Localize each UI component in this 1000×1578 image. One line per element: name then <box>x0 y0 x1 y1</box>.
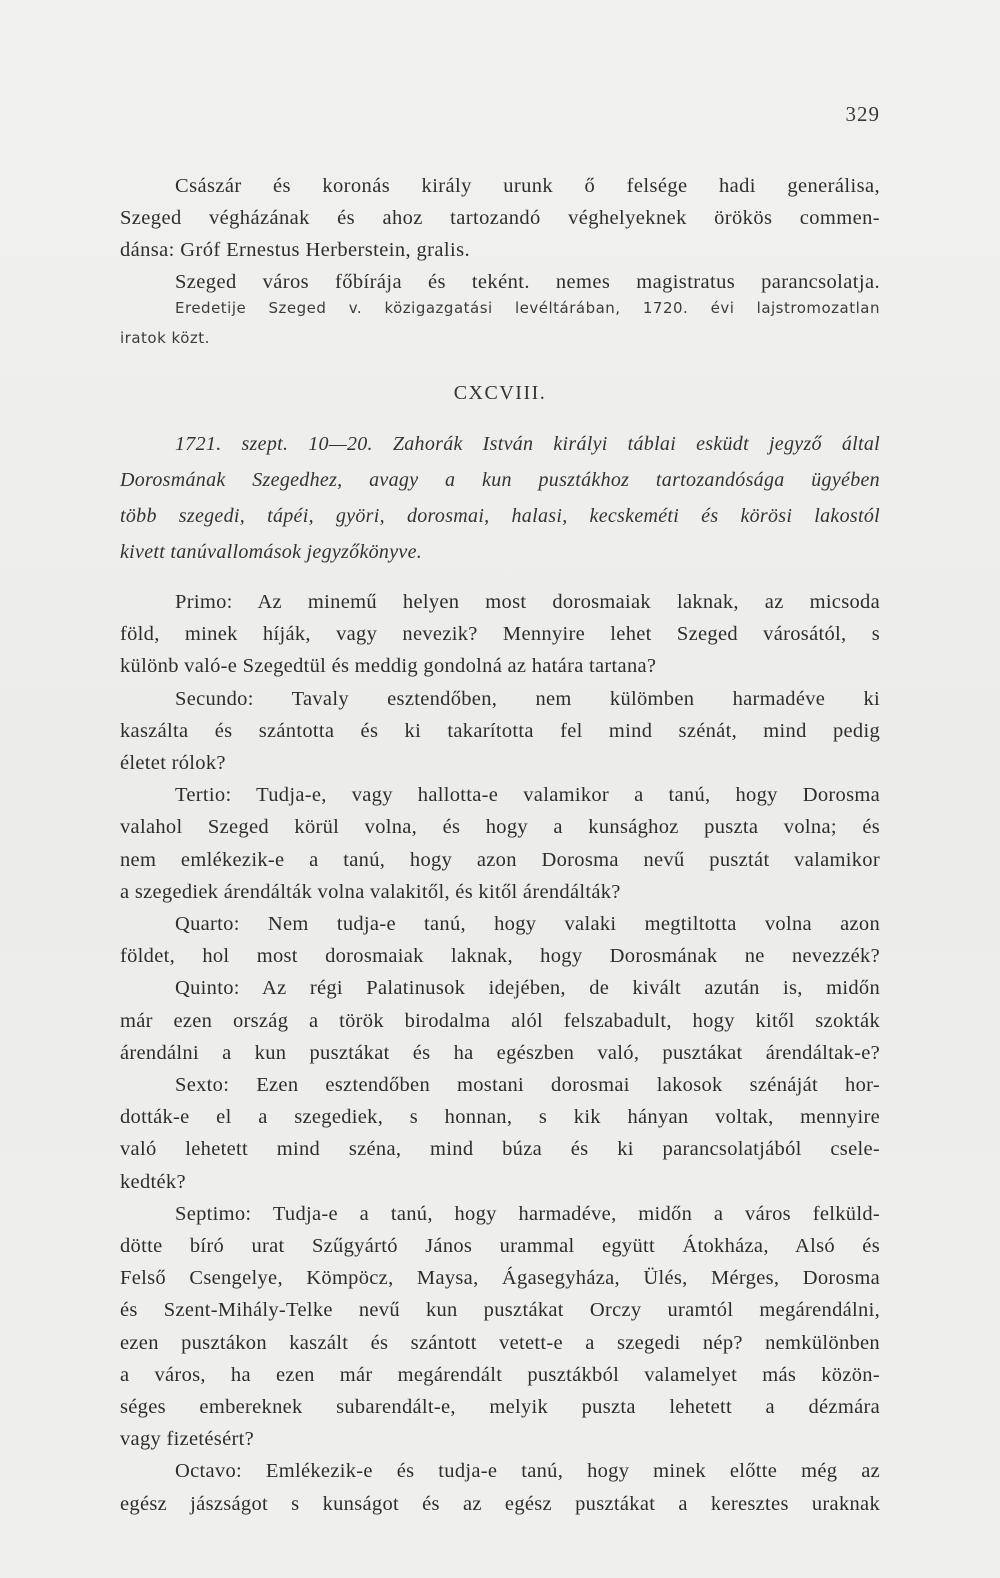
question-line: a szegediek árendálták volna valakitől, és kitől árendálták? <box>120 880 621 903</box>
intro-line: Szeged végházának és ahoz tartozandó véghelyeknek örökös commen- <box>120 207 880 229</box>
question-line: dötte bíró urat Szűgyártó János urammal együtt Átokháza, Alsó és <box>120 1235 880 1258</box>
question-line: dották-e el a szegediek, s honnan, s kik hányan voltak, mennyire <box>120 1106 880 1129</box>
question-line: nem emlékezik-e a tanú, hogy azon Dorosma nevű pusztát valamikor <box>120 848 880 871</box>
question-line: földet, hol most dorosmaiak laknak, hogy Dorosmának ne nevezzék? <box>120 945 880 968</box>
document-summary <box>120 426 880 570</box>
question-line: Septimo: Tudja-e a tanú, hogy harmadéve, midőn a város felküld- <box>175 1202 880 1225</box>
document-number: CXCVIII. <box>453 382 547 404</box>
question-line: kaszálta és szántotta és ki takarította fel mind szénát, mind pedig <box>120 719 880 742</box>
question-line: Secundo: Tavaly esztendőben, nem külömben harmadéve ki <box>175 687 880 710</box>
question-line: Primo: Az minemű helyen most dorosmaiak laknak, az micsoda <box>175 591 880 613</box>
source-note <box>120 293 880 353</box>
question-line: valahol Szeged körül volna, és hogy a kunsághoz puszta volna; és <box>120 816 880 839</box>
intro-line: dánsa: Gróf Ernestus Herberstein, gralis. <box>120 239 470 261</box>
question-line: vagy fizetésért? <box>120 1428 254 1451</box>
question-line: életet rólok? <box>120 752 226 775</box>
question-line: már ezen ország a török birodalma alól felszabadult, hogy kitől szokták <box>120 1009 880 1032</box>
question-line: föld, minek híják, vagy nevezik? Mennyire lehet Szeged városától, s <box>120 623 880 646</box>
question-line: Octavo: Emlékezik-e és tudja-e tanú, hogy minek előtte még az <box>175 1460 880 1483</box>
question-line: Quinto: Az régi Palatinusok idejében, de kivált azután is, midőn <box>175 977 880 1000</box>
question-line: Sexto: Ezen esztendőben mostani dorosmai lakosok szénáját hor- <box>175 1074 880 1097</box>
question-secundo <box>120 683 880 780</box>
question-octavo <box>120 1455 880 1519</box>
question-line: séges embereknek subarendált-e, melyik puszta lehetett a dézmára <box>120 1396 880 1419</box>
question-septimo <box>120 1198 880 1456</box>
summary-line: 1721. szept. 10—20. Zahorák István királyi táblai esküdt jegyző által <box>175 433 880 455</box>
question-line: különb való-e Szegedtül és meddig gondolná az határa tartana? <box>120 655 657 678</box>
question-line: való lehetett mind széna, mind búza és ki parancsolatjából csele- <box>120 1138 880 1161</box>
question-list <box>120 586 880 1520</box>
intro-paragraph <box>120 170 880 298</box>
question-line: árendálni a kun pusztákat és ha egészben való, pusztákat árendáltak-e? <box>120 1041 880 1064</box>
question-quarto <box>120 908 880 972</box>
intro-line: Szeged város főbírája és teként. nemes magistratus parancsolatja. <box>175 271 880 293</box>
source-note-line: Eredetije Szeged v. közigazgatási levéltárában, 1720. évi lajstromozatlan <box>175 299 880 317</box>
source-note-line: iratok közt. <box>120 329 210 347</box>
summary-line: kivett tanúvallomások jegyzőkönyve. <box>120 541 423 563</box>
question-line: egész jászságot s kunságot és az egész pusztákat a keresztes uraknak <box>120 1492 880 1515</box>
summary-line: Dorosmának Szegedhez, avagy a kun pusztákhoz tartozandósága ügyében <box>120 469 880 491</box>
question-line: ezen pusztákon kaszált és szántott vetett-e a szegedi nép? nemkülönben <box>120 1331 880 1354</box>
question-sexto <box>120 1069 880 1198</box>
question-line: Tertio: Tudja-e, vagy hallotta-e valamikor a tanú, hogy Dorosma <box>175 784 880 807</box>
question-primo <box>120 586 880 683</box>
summary-line: több szegedi, tápéi, györi, dorosmai, halasi, kecskeméti és körösi lakostól <box>120 505 880 527</box>
page-number: 329 <box>845 102 880 126</box>
question-line: és Szent-Mihály-Telke nevű kun pusztákat Orczy uramtól megárendálni, <box>120 1299 880 1322</box>
question-line: kedték? <box>120 1170 186 1193</box>
question-quinto <box>120 972 880 1069</box>
question-line: a város, ha ezen már megárendált pusztákból valamelyet más közön- <box>120 1363 880 1386</box>
intro-line: Császár és koronás király urunk ő felsége hadi generálisa, <box>175 175 880 197</box>
question-line: Quarto: Nem tudja-e tanú, hogy valaki megtiltotta volna azon <box>175 913 880 936</box>
question-line: Felső Csengelye, Kömpöcz, Maysa, Ágasegyháza, Ülés, Mérges, Dorosma <box>120 1267 880 1290</box>
question-tertio <box>120 779 880 908</box>
